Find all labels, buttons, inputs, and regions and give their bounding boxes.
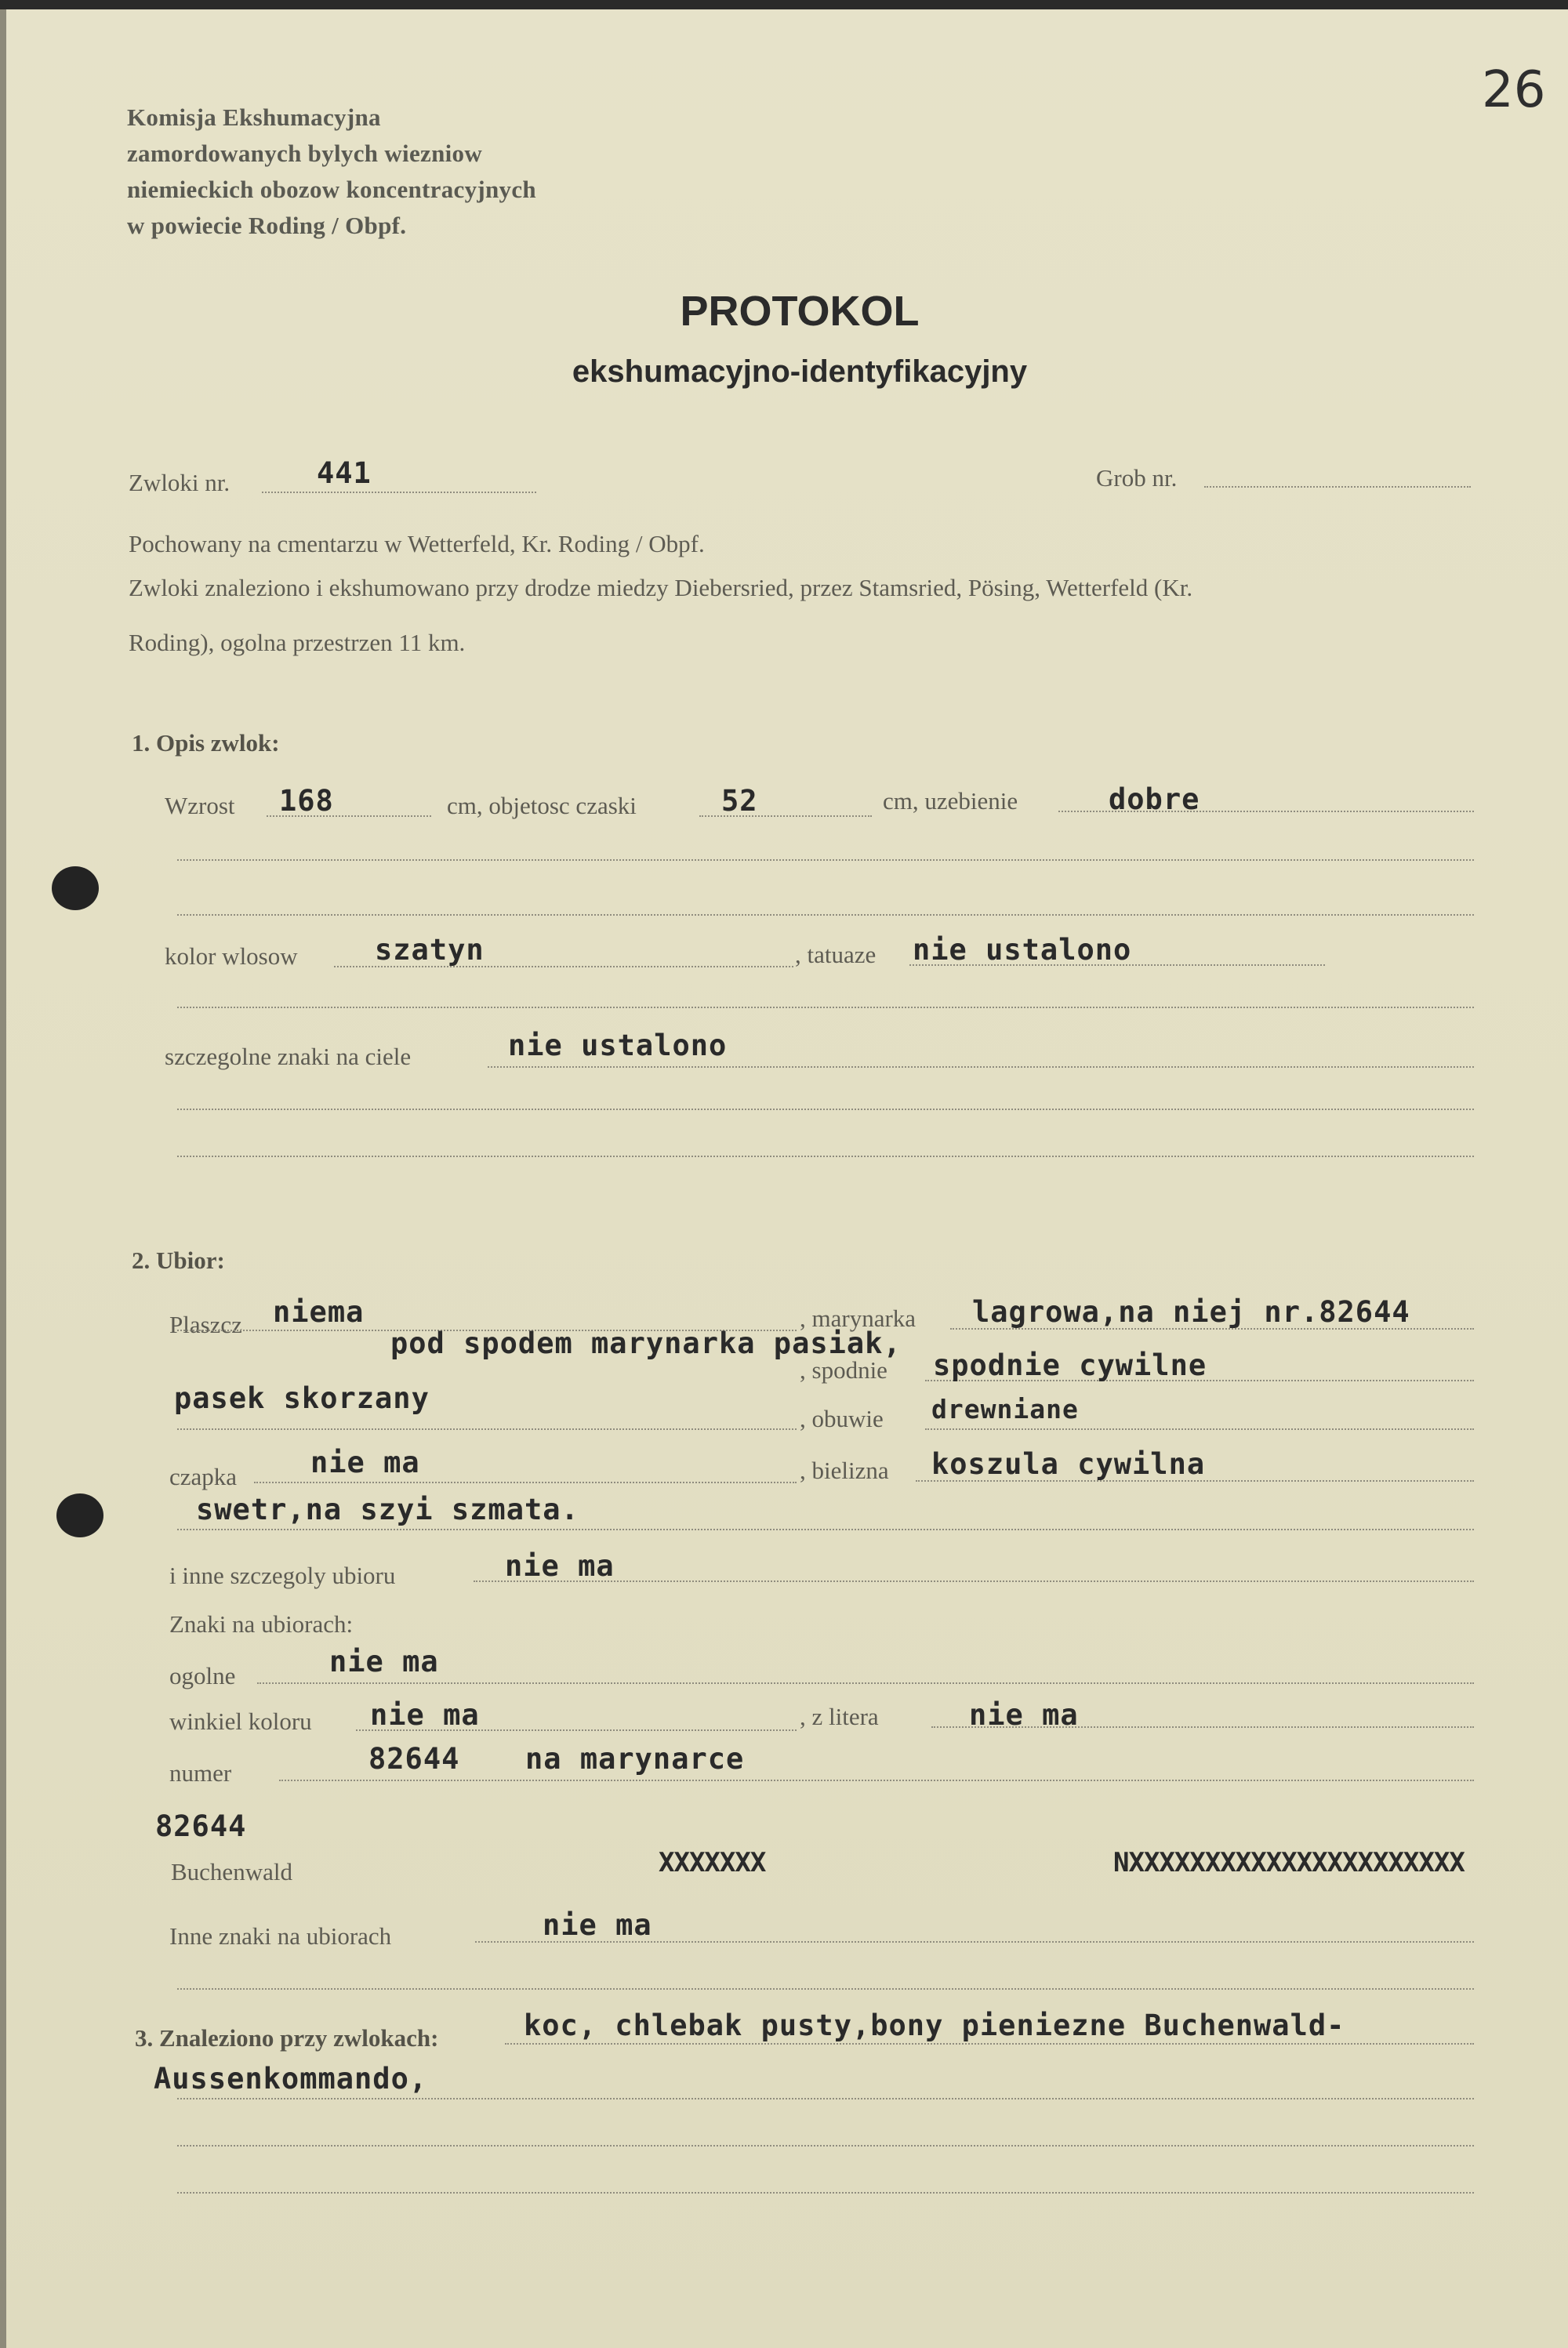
punch-hole-top [52, 866, 99, 910]
zwloki-label: Zwloki nr. [129, 469, 230, 496]
blank-line-2 [177, 914, 1474, 916]
czapka-dotted-line [254, 1482, 797, 1483]
szczegolne-znaki-value: nie ustalono [508, 1029, 728, 1062]
czaszka-value: 52 [721, 784, 758, 818]
znaleziono-text-line2: Roding), ogolna przestrzen 11 km. [129, 629, 466, 656]
other-camp-struck: NXXXXXXXXXXXXXXXXXXXXXX [1113, 1847, 1465, 1878]
ogolne-label: ogolne [169, 1662, 236, 1689]
blank-line-5 [177, 1156, 1474, 1157]
obuwie-dotted-line [925, 1428, 1474, 1430]
blank-line-6 [177, 1988, 1474, 1990]
header-line-4: w powiecie Roding / Obpf. [127, 212, 407, 239]
marynarka-continuation: pod spodem marynarka pasiak, [390, 1326, 902, 1360]
buchenwald-label: Buchenwald [171, 1858, 292, 1885]
pasek-dotted-line [177, 1428, 797, 1430]
plaszcz-value: niema [273, 1295, 365, 1329]
inne-szczegoly-value: nie ma [505, 1549, 615, 1583]
blank-line-3 [177, 1007, 1474, 1008]
swetr-dotted-line [177, 1529, 1474, 1530]
section3-dotted-line [505, 2043, 1474, 2045]
inne-znaki-label: Inne znaki na ubiorach [169, 1922, 392, 1950]
blank-line-8 [177, 2145, 1474, 2147]
punch-hole-bottom [56, 1493, 103, 1537]
number-above-buchenwald: 82644 [155, 1809, 247, 1843]
bielizna-label: , bielizna [800, 1457, 889, 1484]
cm-uzebienie-label: cm, uzebienie [883, 787, 1018, 815]
plaszcz-label: Plaszcz [169, 1311, 242, 1338]
wzrost-value: 168 [279, 784, 334, 818]
z-litera-value: nie ma [969, 1698, 1079, 1732]
section3-value-line1: koc, chlebak pusty,bony pieniezne Buchenwald- [524, 2009, 1345, 2042]
zwloki-dotted-line [262, 492, 536, 493]
blank-line-9 [177, 2192, 1474, 2194]
winkiel-value: nie ma [370, 1698, 480, 1732]
szczegolne-znaki-label: szczegolne znaki na ciele [165, 1043, 412, 1070]
section3-value-line2: Aussenkommando, [154, 2062, 428, 2096]
document-subtitle: ekshumacyjno-identyfikacyjny [572, 354, 1028, 389]
flossenburg-struck: XXXXXXX [659, 1847, 766, 1878]
znaki-na-ubiorach-label: Znaki na ubiorach: [169, 1610, 354, 1638]
uzebienie-value: dobre [1109, 782, 1200, 816]
grob-dotted-line [1204, 486, 1471, 488]
page-number: 26 [1482, 61, 1546, 119]
section1-heading: 1. Opis zwlok: [132, 729, 280, 757]
grob-label: Grob nr. [1096, 464, 1178, 492]
pochowany-text: Pochowany na cmentarzu w Wetterfeld, Kr. Roding / Obpf. [129, 530, 705, 557]
znaki-dotted-line [488, 1066, 1474, 1068]
spodnie-label: , spodnie [800, 1356, 887, 1384]
ogolne-dotted-line [257, 1682, 1474, 1684]
obuwie-value: drewniane [931, 1394, 1079, 1424]
header-line-2: zamordowanych bylych wiezniow [127, 140, 483, 167]
inne-szczegoly-dotted-line [474, 1580, 1474, 1582]
tatuaze-value: nie ustalono [913, 933, 1132, 967]
ogolne-value: nie ma [329, 1645, 439, 1678]
cm-czaszka-label: cm, objetosc czaski [447, 792, 637, 819]
znaleziono-text-line1: Zwloki znaleziono i ekshumowano przy drodze miedzy Diebersried, przez Stamsried, Pösing, Wetterfeld (Kr. [129, 574, 1193, 601]
swetr-value: swetr,na szyi szmata. [196, 1493, 579, 1526]
numer-dotted-line [279, 1780, 1474, 1781]
spodnie-value: spodnie cywilne [933, 1348, 1207, 1382]
tatuaze-label: , tatuaze [795, 941, 877, 968]
obuwie-label: , obuwie [800, 1405, 884, 1432]
blank-line-4 [177, 1109, 1474, 1110]
blank-line-1 [177, 859, 1474, 861]
blank-line-7 [177, 2098, 1474, 2099]
z-litera-label: , z litera [800, 1703, 879, 1730]
inne-znaki-value: nie ma [543, 1908, 652, 1942]
section2-heading: 2. Ubior: [132, 1247, 225, 1274]
numer-value: 82644 [368, 1742, 460, 1776]
header-line-3: niemieckich obozow koncentracyjnych [127, 176, 536, 203]
document-title: PROTOKOL [680, 288, 920, 335]
zwloki-value: 441 [317, 456, 372, 490]
winkiel-label: winkiel koloru [169, 1707, 312, 1735]
czapka-label: czapka [169, 1463, 238, 1490]
kolor-wlosow-value: szatyn [375, 933, 485, 967]
wzrost-label: Wzrost [165, 792, 235, 819]
scan-top-border [0, 0, 1568, 9]
czapka-value: nie ma [310, 1446, 420, 1479]
marynarka-value: lagrowa,na niej nr.82644 [972, 1295, 1410, 1329]
pasek-value: pasek skorzany [174, 1381, 430, 1415]
numer-note: na marynarce [525, 1742, 745, 1776]
numer-label: numer [169, 1759, 232, 1787]
section3-label: 3. Znaleziono przy zwlokach: [135, 2024, 439, 2052]
marynarka-label: , marynarka [800, 1305, 916, 1332]
inne-szczegoly-label: i inne szczegoly ubioru [169, 1562, 396, 1589]
bielizna-value: koszula cywilna [931, 1447, 1206, 1481]
header-line-1: Komisja Ekshumacyjna [127, 103, 381, 131]
kolor-wlosow-label: kolor wlosow [165, 942, 298, 970]
